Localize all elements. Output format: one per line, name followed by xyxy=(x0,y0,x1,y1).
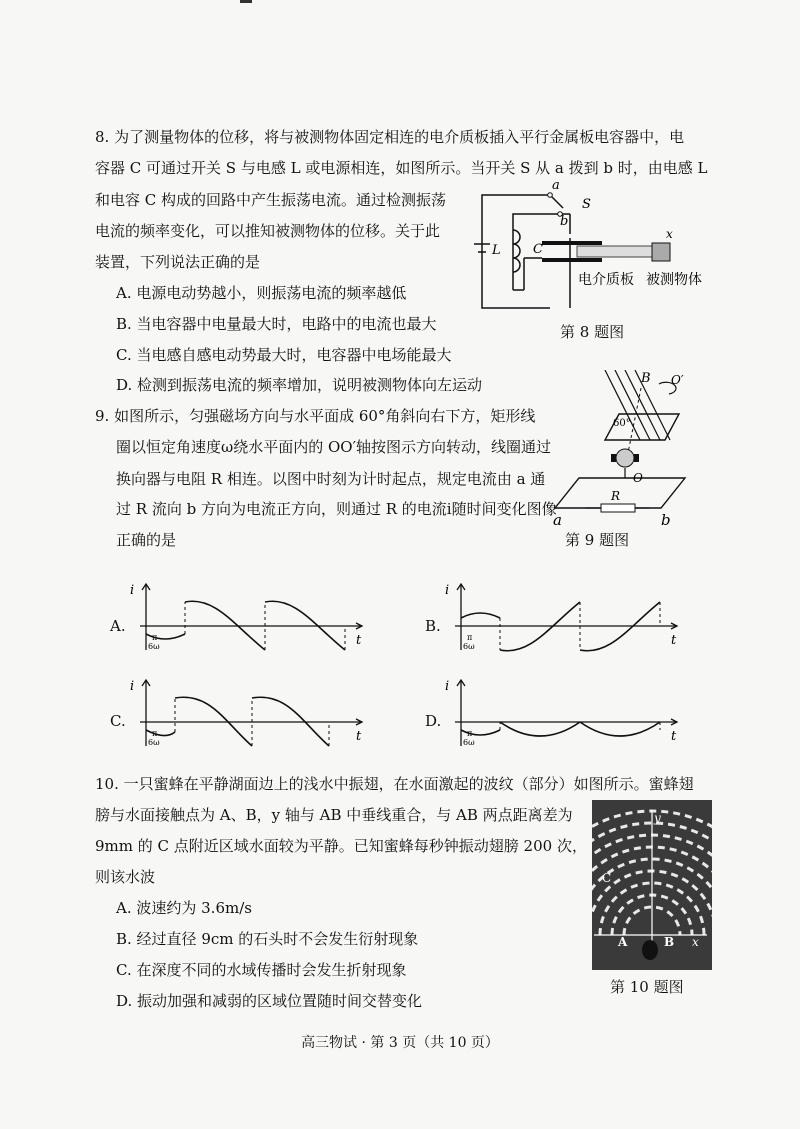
q8-line-2: 容器 C 可通过开关 S 与电感 L 或电源相连，如图所示。当开关 S 从 a 拨到 b 时，由电感 L xyxy=(95,159,708,177)
graph-c-axis-i: i xyxy=(130,679,135,694)
q9-label-o-prime: O′ xyxy=(671,373,684,387)
q8-capacitor-bottom-plate xyxy=(542,258,602,262)
graph-d-tick-den: 6ω xyxy=(463,738,475,747)
q8-caption: 第 8 题图 xyxy=(560,323,625,341)
graph-d-segment-2 xyxy=(500,722,580,736)
q9-graph-d xyxy=(445,674,695,752)
q8-label-b: b xyxy=(560,214,569,229)
q9-generator-figure xyxy=(545,370,695,528)
q9-line-2: 圈以恒定角速度ω绕水平面内的 OO′轴按图示方向转动，线圈通过 xyxy=(116,438,552,456)
q8-dielectric-plate xyxy=(577,246,652,257)
q9-graph-c xyxy=(130,674,380,752)
graph-c-label: C. xyxy=(110,712,126,730)
graph-b-tick-den: 6ω xyxy=(463,642,475,651)
graph-a-axis-i: i xyxy=(130,583,135,598)
q10-label-a: A xyxy=(618,935,628,949)
q9-label-o: O xyxy=(633,471,643,485)
scan-mark xyxy=(240,0,252,3)
q9-label-a: a xyxy=(553,511,562,528)
q8-label-s: S xyxy=(582,197,591,212)
q8-inductor-coil xyxy=(513,230,520,272)
graph-c-segment-1 xyxy=(146,730,175,736)
q10-label-c: C xyxy=(602,871,612,885)
q8-option-a: A. 电源电动势越小，则振荡电流的频率越低 xyxy=(116,284,407,302)
graph-b-axis-t: t xyxy=(671,633,677,648)
q8-label-c: C xyxy=(533,242,543,257)
q9-label-b: b xyxy=(661,511,671,528)
graph-b-tick-num: π xyxy=(467,633,473,642)
q9-line-1: 9. 如图所示，匀强磁场方向与水平面成 60°角斜向右下方，矩形线 xyxy=(95,407,536,425)
graph-b-axis-i: i xyxy=(445,583,450,598)
q9-graph-a xyxy=(130,578,380,656)
q8-measured-object xyxy=(652,243,670,261)
graph-d-segment-3 xyxy=(580,722,660,736)
graph-a-label: A. xyxy=(110,617,126,635)
q9-resistor xyxy=(601,504,635,512)
q10-bee xyxy=(642,940,658,960)
q10-ripple-figure xyxy=(592,800,712,970)
graph-c-tick-num: π xyxy=(152,729,158,738)
q10-option-c: C. 在深度不同的水域传播时会发生折射现象 xyxy=(116,961,407,979)
q9-line-4: 过 R 流向 b 方向为电流正方向，则通过 R 的电流i随时间变化图像 xyxy=(116,500,557,518)
graph-b-segment-1 xyxy=(461,613,500,618)
graph-a-tick-num: π xyxy=(152,633,158,642)
q8-line-5: 装置，下列说法正确的是 xyxy=(95,253,261,271)
graph-c-tick-den: 6ω xyxy=(148,738,160,747)
q8-label-a: a xyxy=(552,178,560,193)
q10-line-3: 9mm 的 C 点附近区域水面较为平静。已知蜜蜂每秒钟振动翅膀 200 次， xyxy=(95,837,587,855)
graph-d-tick-num: π xyxy=(467,729,473,738)
q9-graph-b xyxy=(445,578,695,656)
graph-b-label: B. xyxy=(425,617,441,635)
q8-label-object: 被测物体 xyxy=(646,272,702,288)
q10-line-1: 10. 一只蜜蜂在平静湖面边上的浅水中振翅，在水面激起的波纹（部分）如图所示。蜜蜂翅 xyxy=(95,775,694,793)
q9-brush-left xyxy=(611,454,616,462)
q10-line-4: 则该水波 xyxy=(95,868,156,886)
graph-a-axis-t: t xyxy=(356,633,362,648)
q10-option-a: A. 波速约为 3.6m/s xyxy=(116,899,252,917)
q10-option-b: B. 经过直径 9cm 的石头时不会发生衍射现象 xyxy=(116,930,419,948)
q10-label-x: x xyxy=(692,935,699,949)
q8-label-x: x xyxy=(666,227,673,241)
graph-c-axis-t: t xyxy=(356,729,362,744)
q8-circuit-figure xyxy=(470,178,720,316)
q9-line-5: 正确的是 xyxy=(116,531,177,549)
q9-brush-right xyxy=(634,454,639,462)
q8-capacitor-top-plate xyxy=(542,241,602,245)
q10-label-b: B xyxy=(664,935,675,949)
page-footer: 高三物试 · 第 3 页（共 10 页） xyxy=(301,1035,499,1051)
q8-label-l: L xyxy=(492,243,501,258)
q8-label-dielectric: 电介质板 xyxy=(578,272,634,288)
q8-option-b: B. 当电容器中电量最大时，电路中的电流也最大 xyxy=(116,315,437,333)
q8-line-1: 8. 为了测量物体的位移，将与被测物体固定相连的电介质板插入平行金属板电容器中，电 xyxy=(95,128,685,146)
q8-line-3: 和电容 C 构成的回路中产生振荡电流。通过检测振荡 xyxy=(95,191,447,209)
q9-label-angle: 60° xyxy=(613,418,631,429)
q10-option-d: D. 振动加强和减弱的区域位置随时间交替变化 xyxy=(116,992,423,1010)
graph-d-axis-t: t xyxy=(671,729,677,744)
q9-label-b-field: B xyxy=(641,371,651,386)
graph-d-label: D. xyxy=(425,712,442,730)
q10-label-y: y xyxy=(654,811,661,825)
q8-option-d: D. 检测到振荡电流的频率增加，说明被测物体向左运动 xyxy=(116,376,483,394)
graph-a-tick-den: 6ω xyxy=(148,642,160,651)
q10-line-2: 膀与水面接触点为 A、B，y 轴与 AB 中垂线重合，与 AB 两点距离差为 xyxy=(95,806,573,824)
q8-option-c: C. 当电感自感电动势最大时，电容器中电场能最大 xyxy=(116,346,452,364)
graph-d-axis-i: i xyxy=(445,679,450,694)
q9-caption: 第 9 题图 xyxy=(565,531,630,549)
q8-contact-a xyxy=(548,193,553,198)
q8-line-4: 电流的频率变化，可以推知被测物体的位移。关于此 xyxy=(95,222,441,240)
q9-commutator xyxy=(616,449,634,467)
q9-label-r: R xyxy=(611,489,621,503)
q9-line-3: 换向器与电阻 R 相连。以图中时刻为计时起点，规定电流由 a 通 xyxy=(116,470,546,488)
q10-caption: 第 10 题图 xyxy=(610,978,684,996)
